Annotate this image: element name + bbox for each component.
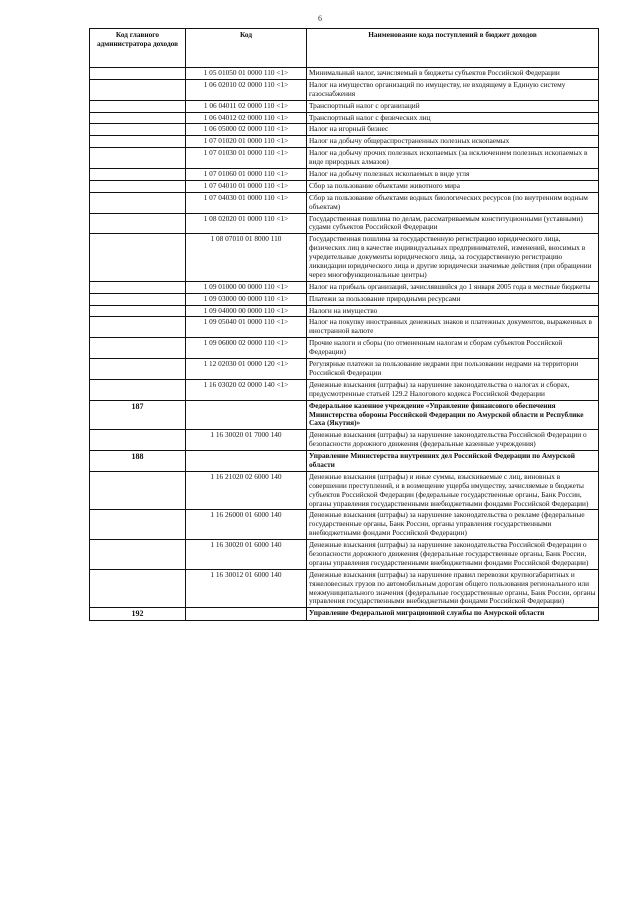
admin-code-cell (90, 136, 186, 148)
table-row (90, 79, 599, 100)
admin-code-cell (90, 430, 186, 451)
code-cell: 1 16 30012 01 6000 140 (186, 569, 307, 608)
code-cell: 1 16 30020 01 6000 140 (186, 540, 307, 570)
table-row (90, 540, 599, 570)
code-cell (186, 400, 307, 430)
table-row (90, 305, 599, 317)
code-cell: 1 08 07010 01 8000 110 (186, 234, 307, 281)
table-row (90, 192, 599, 213)
table-row (90, 213, 599, 234)
code-cell: 1 07 04030 01 0000 110 <1> (186, 192, 307, 213)
code-cell: 1 06 02010 02 0000 110 <1> (186, 79, 307, 100)
table-row (90, 510, 599, 540)
admin-code-cell (90, 338, 186, 359)
code-cell (186, 451, 307, 472)
code-cell: 1 08 02020 01 0000 110 <1> (186, 213, 307, 234)
name-cell: Государственная пошлина за государственную регистрацию юридического лица, физических лиц в качестве индивидуальных предпринимателей, изменений, вносимых в учредительные документы юридического лица, за государственную регистрацию ликвидации юридического лица и другие юридически значимые действия (при обращении через многофункциональные центры) (307, 234, 599, 281)
code-cell: 1 16 30020 01 7000 140 (186, 430, 307, 451)
admin-code-cell (90, 471, 186, 510)
name-cell: Управление Федеральной миграционной службы по Амурской области (307, 608, 599, 621)
code-cell: 1 12 02030 01 0000 120 <1> (186, 359, 307, 380)
name-cell: Налог на добычу прочих полезных ископаемых (за исключением полезных ископаемых в виде природных алмазов) (307, 148, 599, 169)
table-row (90, 569, 599, 608)
table-row (90, 112, 599, 124)
name-cell: Минимальный налог, зачисляемый в бюджеты субъектов Российской Федерации (307, 68, 599, 80)
table-row (90, 148, 599, 169)
header-admin-code: Код главного администратора доходов (90, 29, 186, 68)
admin-code-cell (90, 169, 186, 181)
name-cell: Денежные взыскания (штрафы) за нарушение законодательства о рекламе (федеральные государственные органы, Банк России, органы управления государственными внебюджетными фондами Российской Федерации) (307, 510, 599, 540)
table-header-row (90, 29, 599, 68)
name-cell: Налог на имущество организаций по имуществу, не входящему в Единую систему газоснабжения (307, 79, 599, 100)
code-cell: 1 09 01000 00 0000 110 <1> (186, 281, 307, 293)
table-row (90, 359, 599, 380)
admin-row (90, 451, 599, 472)
admin-code-cell: 192 (90, 608, 186, 621)
code-cell: 1 09 03000 00 0000 110 <1> (186, 293, 307, 305)
name-cell: Налог на добычу общераспространенных полезных ископаемых (307, 136, 599, 148)
table-row (90, 379, 599, 400)
code-cell: 1 09 04000 00 0000 110 <1> (186, 305, 307, 317)
table-row (90, 180, 599, 192)
code-cell: 1 09 05040 01 0000 110 <1> (186, 317, 307, 338)
table-row (90, 124, 599, 136)
code-cell: 1 06 04011 02 0000 110 <1> (186, 100, 307, 112)
table-row (90, 338, 599, 359)
name-cell: Налог на игорный бизнес (307, 124, 599, 136)
name-cell: Федеральное казенное учреждение «Управление финансового обеспечения Министерства обороны Российской Федерации по Амурской области и Республике Саха (Якутия)» (307, 400, 599, 430)
table-row (90, 68, 599, 80)
admin-code-cell (90, 79, 186, 100)
admin-code-cell (90, 68, 186, 80)
name-cell: Денежные взыскания (штрафы) за нарушение законодательства Российской Федерации о безопасности дорожного движения (федеральные казенные учреждения) (307, 430, 599, 451)
admin-code-cell (90, 317, 186, 338)
name-cell: Налоги на имущество (307, 305, 599, 317)
code-cell: 1 06 05000 02 0000 110 <1> (186, 124, 307, 136)
admin-code-cell (90, 213, 186, 234)
revenue-codes-table (89, 28, 599, 621)
name-cell: Платежи за пользование природными ресурсами (307, 293, 599, 305)
code-cell: 1 09 06000 02 0000 110 <1> (186, 338, 307, 359)
admin-code-cell (90, 305, 186, 317)
name-cell: Прочие налоги и сборы (по отмененным налогам и сборам субъектов Российской Федерации) (307, 338, 599, 359)
table-row (90, 136, 599, 148)
admin-code-cell (90, 124, 186, 136)
admin-code-cell (90, 569, 186, 608)
code-cell: 1 06 04012 02 0000 110 <1> (186, 112, 307, 124)
name-cell: Денежные взыскания (штрафы) за нарушение правил перевозки крупногабаритных и тяжеловесных грузов по автомобильным дорогам общего пользования регионального или межмуниципального значения (федеральные государственные органы, Банк России, органы управления государственными внебюджетными фондами Российской Федерации) (307, 569, 599, 608)
table-row (90, 169, 599, 181)
header-code: Код (186, 29, 307, 68)
admin-code-cell (90, 192, 186, 213)
name-cell: Денежные взыскания (штрафы) за нарушение законодательства Российской Федерации о безопасности дорожного движения (федеральные государственные органы, Банк России, органы управления государственными внебюджетными фондами Российской Федерации) (307, 540, 599, 570)
admin-code-cell (90, 180, 186, 192)
table-body (90, 68, 599, 621)
name-cell: Транспортный налог с организаций (307, 100, 599, 112)
table-row (90, 281, 599, 293)
code-cell (186, 608, 307, 621)
admin-code-cell (90, 379, 186, 400)
code-cell: 1 07 01060 01 0000 110 <1> (186, 169, 307, 181)
table-row (90, 100, 599, 112)
name-cell: Денежные взыскания (штрафы) и иные суммы, взыскиваемые с лиц, виновных в совершении преступлений, и в возмещение ущерба имуществу, зачисляемые в бюджеты субъектов Российской Федерации (федеральные государственные органы, Банк России, органы управления государственными внебюджетными фондами Российской Федерации) (307, 471, 599, 510)
code-cell: 1 16 21020 02 6000 140 (186, 471, 307, 510)
name-cell: Налог на добычу полезных ископаемых в виде угля (307, 169, 599, 181)
code-cell: 1 07 01020 01 0000 110 <1> (186, 136, 307, 148)
table-row (90, 430, 599, 451)
admin-code-cell (90, 510, 186, 540)
page-number: 6 (318, 14, 322, 23)
admin-code-cell (90, 540, 186, 570)
code-cell: 1 05 01050 01 0000 110 <1> (186, 68, 307, 80)
admin-code-cell: 188 (90, 451, 186, 472)
admin-code-cell (90, 148, 186, 169)
name-cell: Сбор за пользование объектами животного мира (307, 180, 599, 192)
code-cell: 1 16 26000 01 6000 140 (186, 510, 307, 540)
name-cell: Регулярные платежи за пользование недрами при пользовании недрами на территории Российской Федерации (307, 359, 599, 380)
admin-code-cell (90, 234, 186, 281)
name-cell: Налог на прибыль организаций, зачислявшийся до 1 января 2005 года в местные бюджеты (307, 281, 599, 293)
name-cell: Сбор за пользование объектами водных биологических ресурсов (по внутренним водным объектам) (307, 192, 599, 213)
table-row (90, 317, 599, 338)
name-cell: Налог на покупку иностранных денежных знаков и платежных документов, выраженных в иностранной валюте (307, 317, 599, 338)
header-name: Наименование кода поступлений в бюджет доходов (307, 29, 599, 68)
admin-code-cell (90, 100, 186, 112)
admin-code-cell (90, 281, 186, 293)
admin-row (90, 608, 599, 621)
name-cell: Транспортный налог с физических лиц (307, 112, 599, 124)
name-cell: Государственная пошлина по делам, рассматриваемым конституционными (уставными) судами субъектов Российской Федерации (307, 213, 599, 234)
code-cell: 1 07 04010 01 0000 110 <1> (186, 180, 307, 192)
table-row (90, 293, 599, 305)
table-row (90, 234, 599, 281)
code-cell: 1 16 03020 02 0000 140 <1> (186, 379, 307, 400)
admin-code-cell (90, 112, 186, 124)
code-cell: 1 07 01030 01 0000 110 <1> (186, 148, 307, 169)
admin-code-cell (90, 293, 186, 305)
name-cell: Денежные взыскания (штрафы) за нарушение законодательства о налогах и сборах, предусмотренные статьей 129.2 Налогового кодекса Российской Федерации (307, 379, 599, 400)
table-row (90, 471, 599, 510)
admin-row (90, 400, 599, 430)
admin-code-cell: 187 (90, 400, 186, 430)
name-cell: Управление Министерства внутренних дел Российской Федерации по Амурской области (307, 451, 599, 472)
admin-code-cell (90, 359, 186, 380)
